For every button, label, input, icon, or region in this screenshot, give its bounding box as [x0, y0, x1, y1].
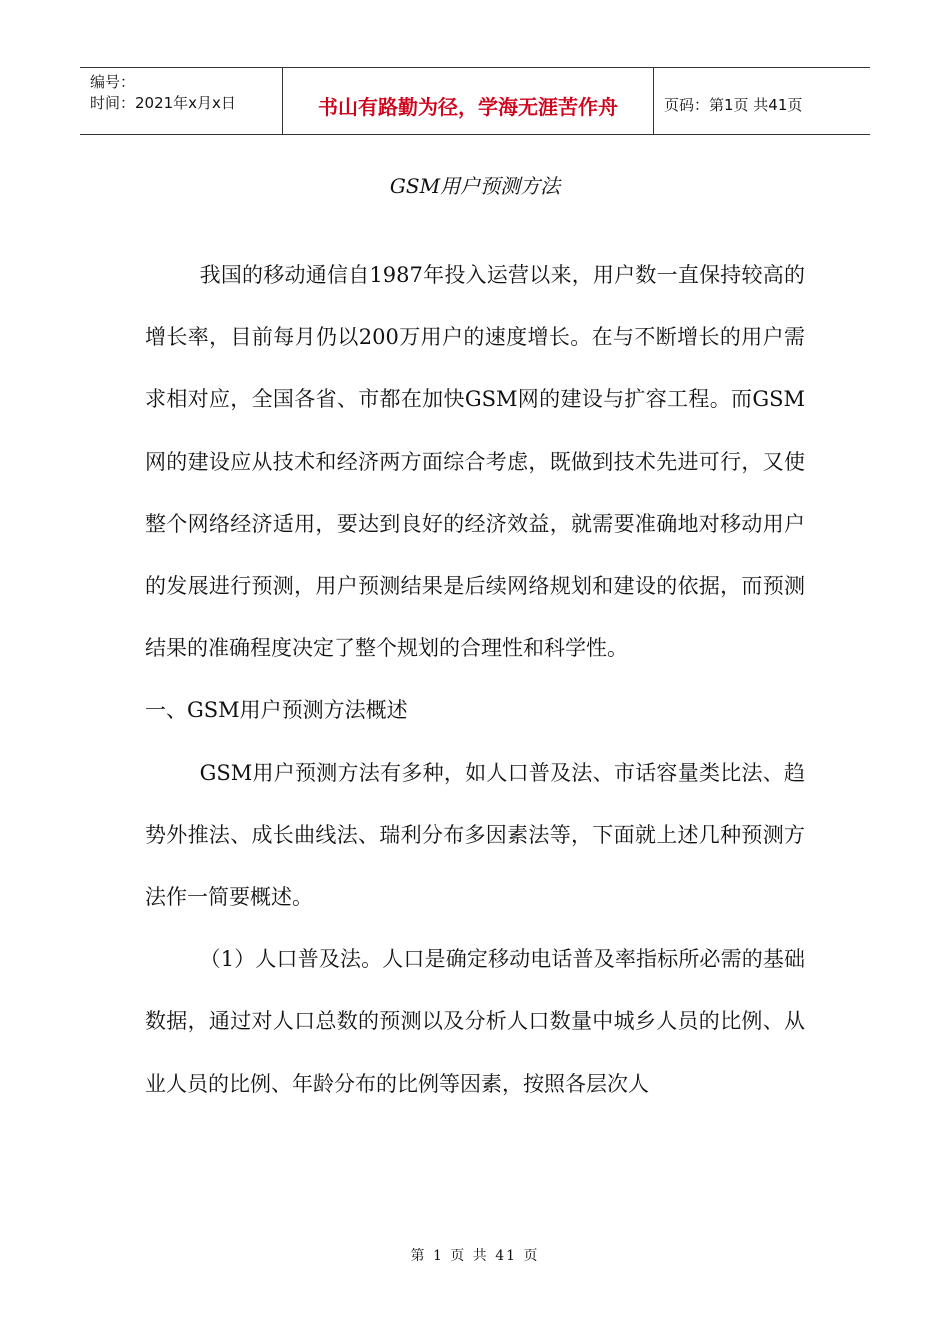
header-page-info: 页码：第1页 共41页 [664, 95, 803, 114]
header-meta [80, 68, 282, 134]
document-title: GSM用户预测方法 [389, 174, 561, 198]
header-motto: 书山有路勤为径，学海无涯苦作舟 [282, 68, 654, 134]
document-number-label: 编号： [90, 73, 136, 91]
section-paragraph-population-method: （1）人口普及法。人口是确定移动电话普及率指标所必需的基础数据，通过对人口总数的预测以及分析人口数量中城乡人员的比例、从业人员的比例、年龄分布的比例等因素，按照各层次人 [145, 947, 805, 1096]
section-heading: 一、GSM用户预测方法概述 [145, 698, 408, 723]
section-paragraph-overview: GSM用户预测方法有多种，如人口普及法、市话容量类比法、趋势外推法、成长曲线法、瑞利分布多因素法等，下面就上述几种预测方法作一简要概述。 [145, 760, 805, 910]
document-time-label: 时间：2021年x月x日 [90, 94, 236, 112]
page-footer: 第 1 页 共 41 页 [410, 1248, 540, 1264]
intro-paragraph: 我国的移动通信自1987年投入运营以来，用户数一直保持较高的增长率，目前每月仍以200万用户的速度增长。在与不断增长的用户需求相对应，全国各省、市都在加快GSM网的建设与扩容工程。而GSM网的建设应从技术和经济两方面综合考虑，既做到技术先进可行，又使整个网络经济适用，要达到良好的经济效益，就需要准确地对移动用户的发展进行预测，用户预测结果是后续网络规划和建设的依据，而预测结果的准确程度决定了整个规划的合理性和科学性。 [145, 263, 805, 661]
page-header [80, 67, 870, 135]
document-body [145, 244, 805, 1115]
